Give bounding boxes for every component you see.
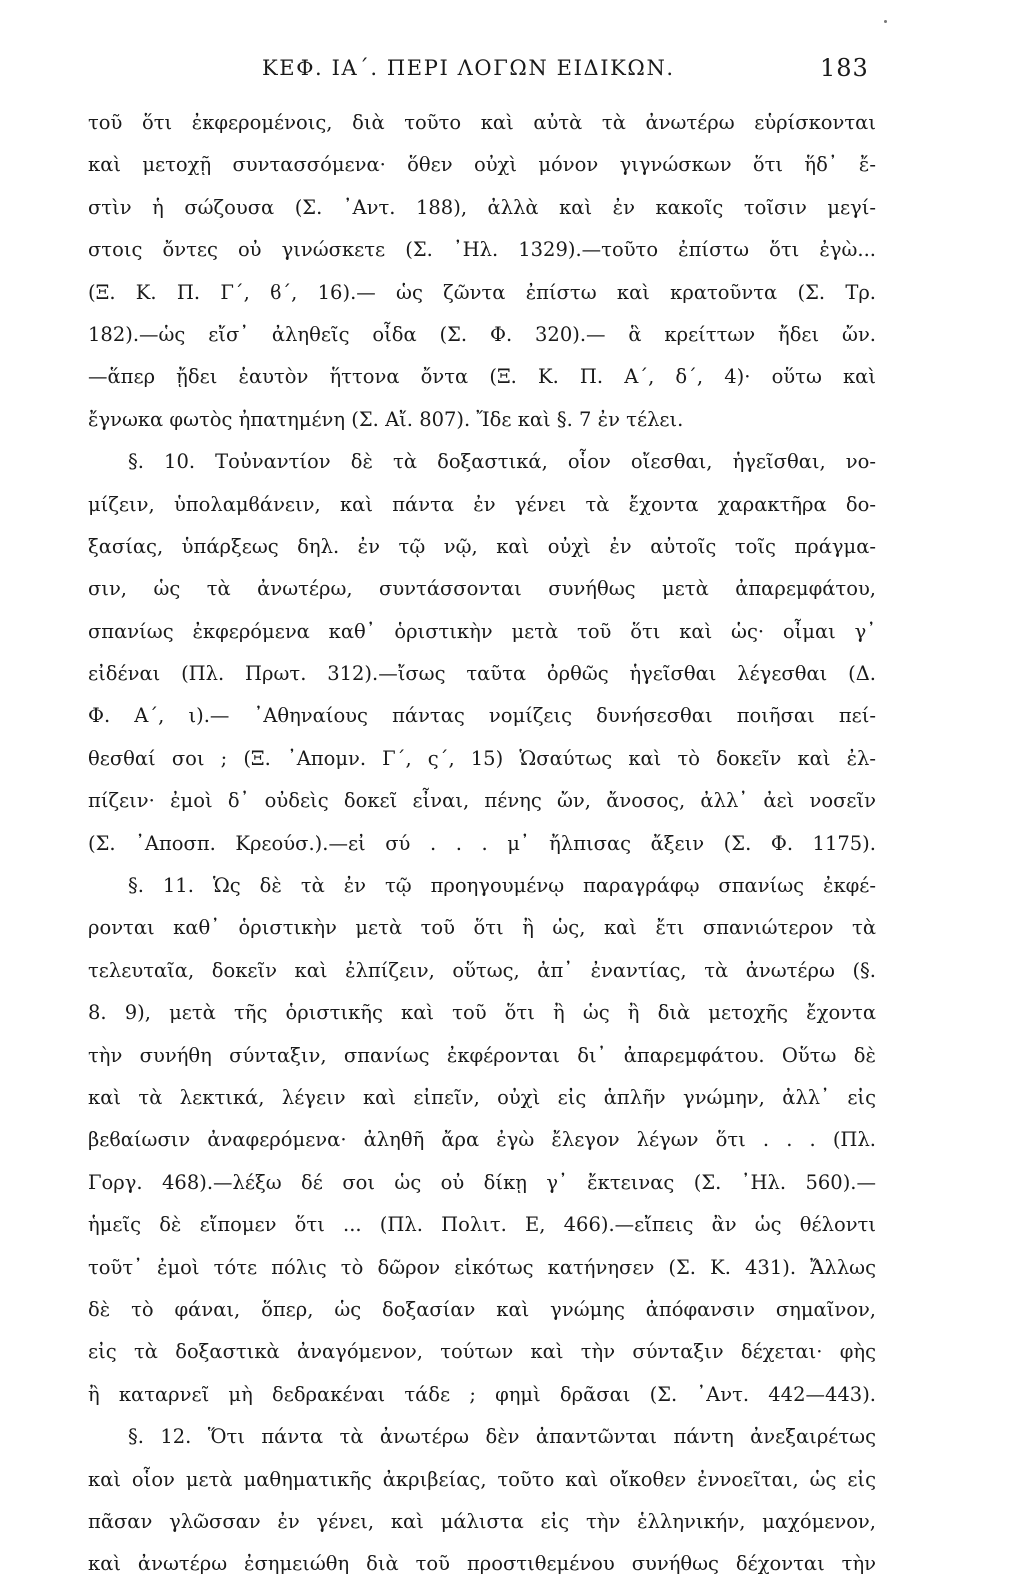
text-line: (Ξ. Κ. Π. Γ΄, ϐ΄, 16).— ὡς ζῶντα ἐπίστω καὶ κρατοῦντα (Σ. Τρ. [88, 280, 876, 304]
text-line: καὶ ἀνωτέρω ἐσημειώθη διὰ τοῦ προστιθεμένου συνήθως δέχονται τὴν [88, 1552, 876, 1576]
page-header [0, 56, 1020, 92]
paragraph-start-line: §. 11. Ὡς δὲ τὰ ἐν τῷ προηγουμένῳ παραγράφῳ σπανίως ἐκφέ- [128, 874, 876, 898]
text-line: θεσθαί σοι ; (Ξ. ᾽Απομν. Γ΄, ς΄, 15) Ὡσαύτως καὶ τὸ δοκεῖν καὶ ἐλ- [88, 746, 876, 770]
text-line: καὶ οἷον μετὰ μαθηματικῆς ἀκριβείας, τοῦτο καὶ οἴκοθεν ἐννοεῖται, ὡς εἰς [88, 1467, 876, 1491]
text-line: εἰς τὰ δοξαστικὰ ἀναγόμενον, τούτων καὶ τὴν σύνταξιν δέχεται· φὴς [88, 1340, 876, 1364]
text-line: (Σ. ᾽Αποσπ. Κρεούσ.).—εἰ σύ . . . μ᾽ ἤλπισας ἄξειν (Σ. Φ. 1175). [88, 831, 876, 855]
text-line: βεϐαίωσιν ἀναφερόμενα· ἀληθῆ ἄρα ἐγὼ ἔλεγον λέγων ὅτι . . . (Πλ. [88, 1128, 876, 1152]
text-line: τὴν συνήθη σύνταξιν, σπανίως ἐκφέρονται δι᾽ ἀπαρεμφάτου. Οὕτω δὲ [88, 1043, 876, 1067]
text-line: τελευταῖα, δοκεῖν καὶ ἐλπίζειν, οὕτως, ἀπ᾽ ἐναντίας, τὰ ἀνωτέρω (§. [88, 958, 876, 982]
text-line: καὶ μετοχῇ συντασσόμενα· ὅθεν οὐχὶ μόνον γιγνώσκων ὅτι ἥδ᾽ ἔ- [88, 153, 876, 177]
text-line: μίζειν, ὑπολαμϐάνειν, καὶ πάντα ἐν γένει τὰ ἔχοντα χαρακτῆρα δο- [88, 492, 876, 516]
text-line: καὶ τὰ λεκτικά, λέγειν καὶ εἰπεῖν, οὐχὶ εἰς ἁπλῆν γνώμην, ἀλλ᾽ εἰς [88, 1085, 876, 1109]
text-line: ξασίας, ὑπάρξεως δηλ. ἐν τῷ νῷ, καὶ οὐχὶ ἐν αὐτοῖς τοῖς πράγμα- [88, 534, 876, 558]
text-line: τοῦτ᾽ ἐμοὶ τότε πόλις τὸ δῶρον εἰκότως κατήνησεν (Σ. Κ. 431). Ἄλλως [88, 1255, 876, 1279]
text-line: 8. 9), μετὰ τῆς ὁριστικῆς καὶ τοῦ ὅτι ἢ ὡς ἢ διὰ μετοχῆς ἔχοντα [88, 1001, 876, 1025]
body-text [88, 102, 876, 1586]
text-line: πᾶσαν γλῶσσαν ἐν γένει, καὶ μάλιστα εἰς τὴν ἑλληνικήν, μαχόμενον, [88, 1509, 876, 1533]
text-line: σιν, ὡς τὰ ἀνωτέρω, συντάσσονται συνήθως μετὰ ἀπαρεμφάτου, [88, 577, 876, 601]
running-head: ΚΕΦ. ΙΑ΄. ΠΕΡΙ ΛΟΓΩΝ ΕΙΔΙΚΩΝ. [262, 56, 675, 80]
text-line: 182).—ὡς εἴσ᾽ ἀληθεῖς οἶδα (Σ. Φ. 320).— ἃ κρείττων ἤδει ὤν. [88, 322, 876, 346]
text-line: ρονται καθ᾽ ὁριστικὴν μετὰ τοῦ ὅτι ἢ ὡς, καὶ ἔτι σπανιώτερον τὰ [88, 916, 876, 940]
text-line: τοῦ ὅτι ἐκφερομένοις, διὰ τοῦτο καὶ αὐτὰ τὰ ἀνωτέρω εὑρίσκονται [88, 111, 876, 134]
text-line: Γοργ. 468).—λέξω δέ σοι ὡς οὐ δίκῃ γ᾽ ἔκτεινας (Σ. ᾽Ηλ. 560).— [88, 1170, 876, 1194]
text-line: Φ. Α΄, ι).— ᾽Αθηναίους πάντας νομίζεις δυνήσεσθαι ποιῆσαι πεί- [88, 704, 876, 728]
paragraph-start-line: §. 10. Τοὐναντίον δὲ τὰ δοξαστικά, οἷον οἴεσθαι, ἡγεῖσθαι, νο- [128, 450, 876, 474]
page-number: 183 [820, 54, 869, 82]
text-line: ἢ καταρνεῖ μὴ δεδρακέναι τάδε ; φημὶ δρᾶσαι (Σ. ᾽Αντ. 442—443). [88, 1382, 876, 1406]
text-line: σπανίως ἐκφερόμενα καθ᾽ ὁριστικὴν μετὰ τοῦ ὅτι καὶ ὡς· οἶμαι γ᾽ [88, 619, 876, 643]
paper-speck [884, 20, 887, 23]
text-line: ἡμεῖς δὲ εἴπομεν ὅτι ... (Πλ. Πολιτ. Ε, 466).—εἴπεις ἂν ὡς θέλοντι [88, 1213, 876, 1237]
text-line: δὲ τὸ φάναι, ὅπερ, ὡς δοξασίαν καὶ γνώμης ἀπόφανσιν σημαῖνον, [88, 1297, 876, 1321]
text-line: στὶν ἡ σώζουσα (Σ. ᾽Αντ. 188), ἀλλὰ καὶ ἐν κακοῖς τοῖσιν μεγί- [88, 195, 876, 219]
text-line: —ἅπερ ᾔδει ἑαυτὸν ἥττονα ὄντα (Ξ. Κ. Π. Α΄, δ΄, 4)· οὕτω καὶ [88, 365, 876, 389]
text-line: ἔγνωκα φωτὸς ἠπατημένη (Σ. Αἴ. 807). Ἴδε καὶ §. 7 ἐν τέλει. [88, 407, 684, 431]
text-line: στοις ὄντες οὐ γινώσκετε (Σ. ᾽Ηλ. 1329).—τοῦτο ἐπίστω ὅτι ἐγὼ... [88, 238, 876, 262]
text-line: εἰδέναι (Πλ. Πρωτ. 312).—ἴσως ταῦτα ὀρθῶς ἡγεῖσθαι λέγεσθαι (Δ. [88, 662, 876, 686]
paragraph-start-line: §. 12. Ὅτι πάντα τὰ ἀνωτέρω δὲν ἀπαντῶνται πάντη ἀνεξαιρέτως [128, 1425, 876, 1449]
text-line: πίζειν· ἐμοὶ δ᾽ οὐδεὶς δοκεῖ εἶναι, πένης ὤν, ἄνοσος, ἀλλ᾽ ἀεὶ νοσεῖν [88, 789, 876, 813]
